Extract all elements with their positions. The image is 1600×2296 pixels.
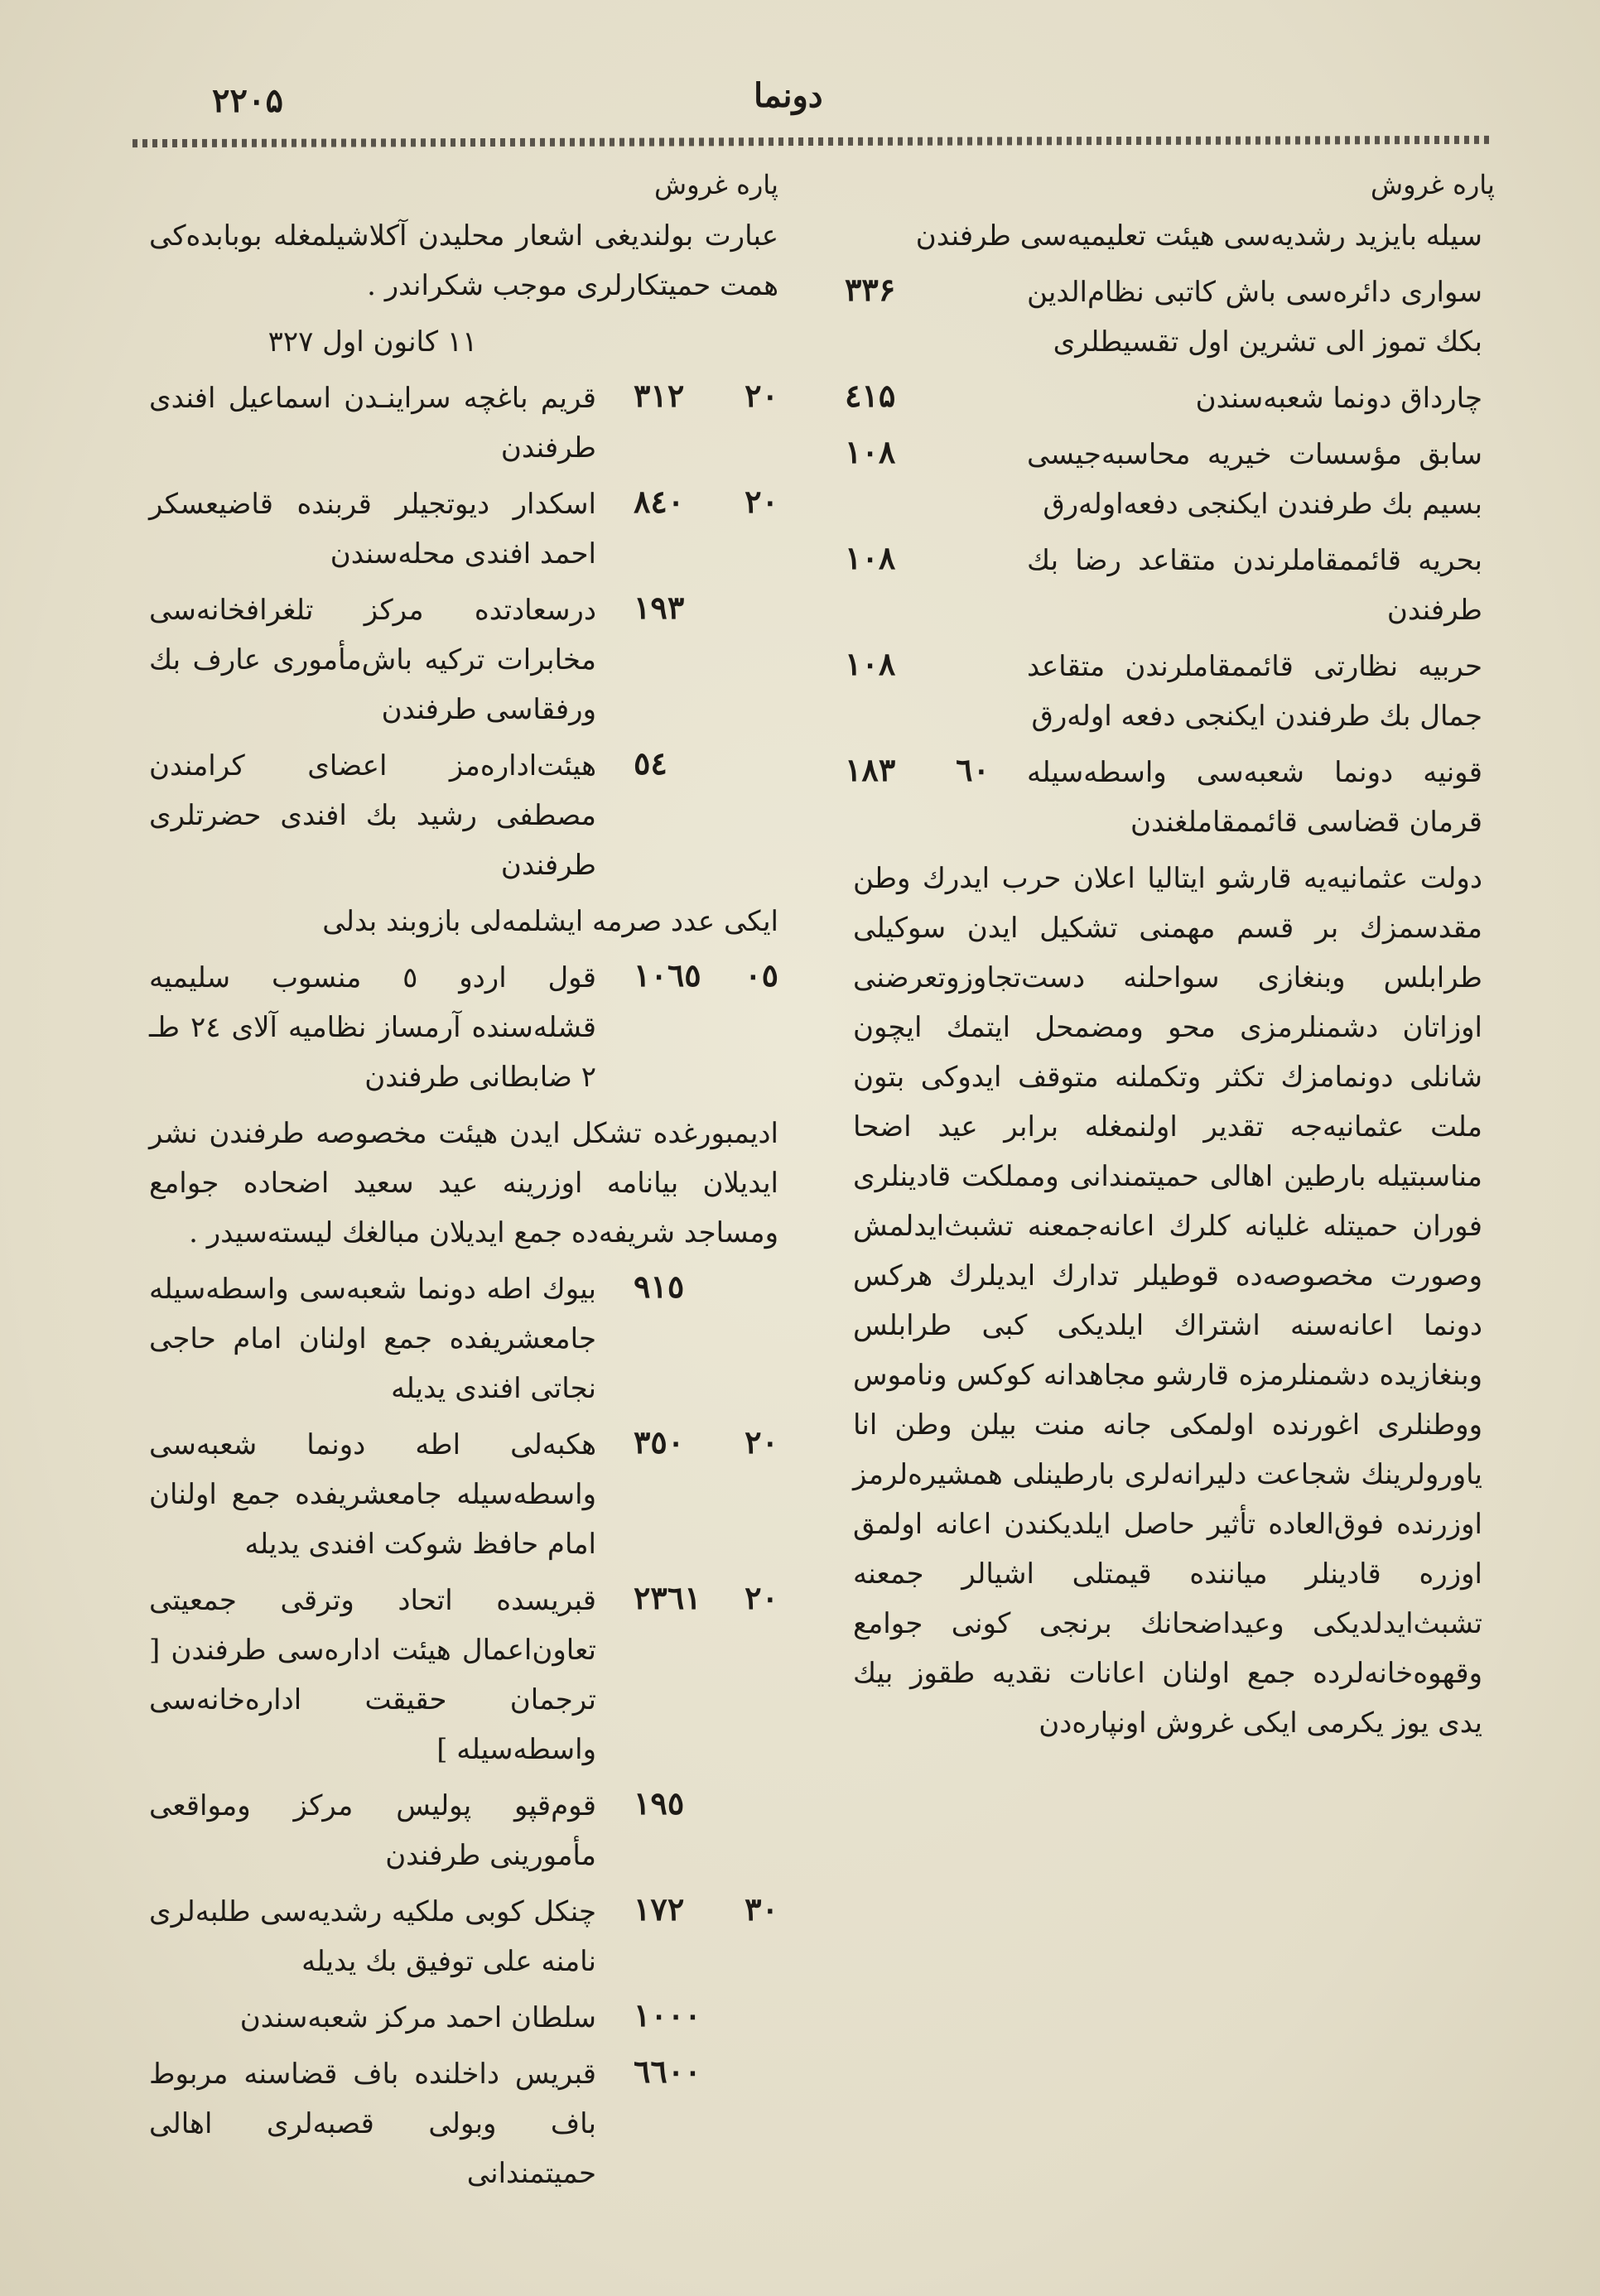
entry-text: سلطان احمد مرکز شعبه‌سندن (239, 2001, 596, 2034)
left-column-header: پاره غروش (654, 169, 778, 200)
amount-kurus: ۱۰۸ (845, 645, 896, 682)
amount-kurus: ۱۷۲ (634, 1890, 685, 1928)
amount (845, 430, 990, 478)
amount (634, 1993, 778, 2041)
amount (634, 1887, 778, 1935)
entry-text: ایکی عدد صرمه ایشلمه‌لی بازوبند بدلی (322, 905, 778, 938)
ledger-entry (149, 373, 778, 473)
amount (634, 479, 778, 527)
ledger-entry (149, 1420, 778, 1569)
amount-kurus: ۱۹٥ (634, 1784, 685, 1822)
amount (634, 373, 778, 421)
ledger-entry (845, 748, 1482, 847)
amount (845, 373, 990, 421)
amount-kurus: ۹۱٥ (634, 1268, 685, 1305)
entry-text: حربیه نظارتی قائممقاملرندن متقاعد جمال بك طرفندن ایکنجی دفعه اوله‌رق (1027, 650, 1482, 733)
entry-text: هکبه‌لی اطه دونما شعبه‌سی واسطه‌سیله جامعشریفده جمع اولنان امام حافظ شوکت افندی یدیله (149, 1428, 596, 1561)
ledger-entry (853, 854, 1482, 1748)
amount-kurus: ۱۹۳ (634, 589, 685, 626)
entry-text: سیله بایزید رشدیه‌سی هیئت تعلیمیه‌سی طرفندن (915, 219, 1482, 253)
amount-kurus: ۳۱۲ (634, 377, 685, 414)
amount-kurus: ٦٦۰۰ (634, 2053, 701, 2090)
ledger-entry (149, 479, 778, 579)
amount-kurus: ۸٤۰ (634, 483, 685, 520)
amount (634, 953, 778, 1001)
ledger-entry (845, 373, 1482, 423)
ledger-entry (845, 267, 1482, 367)
amount-kurus: ۱۰۸ (845, 433, 896, 470)
ledger-entry (149, 1993, 778, 2043)
entry-text: عبارت بولندیغی اشعار محلیدن آکلاشیلمغله بوبابده‌کی همت حمیتکارلری موجب شکراندر . (149, 219, 778, 302)
amount-para: ۲۰ (745, 1579, 778, 1616)
ledger-entry (149, 1781, 778, 1880)
entry-text: قریم باغچه سراینـدن اسماعیل افندی طرفندن (149, 382, 596, 464)
amount-kurus: ٥٤ (634, 744, 667, 782)
entry-text: چنکل کوبی ملکیه رشدیه‌سی طلبه‌لری نامنه علی توفیق بك یدیله (149, 1895, 596, 1978)
entry-text: درسعادتده مرکز تلغرافخانه‌سی مخابرات ترکیه باش‌مأموری عارف بك ورفقاسی طرفندن (149, 594, 596, 726)
entry-text: قول اردو ٥ منسوب سلیمیه قشله‌سنده آرمساز نظامیه آلای ۲٤ طـ ۲ ضابطانی طرفندن (149, 961, 596, 1094)
amount (634, 1420, 778, 1468)
ledger-entry (149, 585, 778, 734)
entry-text: قبریس داخلنده باف قضاسنه مربوط باف وبولی قصبه‌لری اهالی حمیتمندانی (149, 2058, 596, 2190)
entry-text: سواری دائره‌سی باش کاتبی نظام‌الدین بکك تموز الی تشرین اول تقسیطلری (1027, 276, 1482, 359)
entry-date: ۱۱ کانون اول ۳۲۷ (267, 325, 478, 359)
page-number: ۲۲۰۵ (212, 81, 283, 120)
amount-kurus: ۱۰٦٥ (634, 956, 701, 994)
ledger-entry (149, 1576, 778, 1774)
amount-kurus: ۳٥۰ (634, 1423, 685, 1461)
ledger-entry (149, 741, 778, 890)
left-column (149, 211, 778, 2205)
ledger-entry (845, 536, 1482, 635)
amount (845, 267, 990, 315)
entry-text: اسکدار دیوتجیلر قربنده قاضیعسکر احمد افندی محله‌سندن (149, 488, 596, 570)
amount-kurus: ۱۸۳ (845, 751, 896, 788)
amount-para: ۳۰ (745, 1890, 778, 1928)
amount-kurus: ۱۰۸ (845, 539, 896, 576)
amount-kurus: ۲۳٦۱ (634, 1579, 701, 1616)
amount (845, 642, 990, 690)
amount-kurus: ٤۱۵ (845, 377, 896, 414)
amount (845, 536, 990, 584)
amount-para: ۰٥ (745, 956, 778, 994)
entry-text: بحریه قائممقاملرندن متقاعد رضا بك طرفندن (1027, 544, 1482, 627)
entry-text: ادیمبورغده تشکل ایدن هیئت مخصوصه طرفندن نشر ایدیلان بیانامه اوزرینه عید سعید اضحاده جوامع ومساجد شریفه‌ده جمع ایدیلان مبالغك لیسته‌سیدر . (149, 1117, 778, 1249)
amount-para: ٦۰ (956, 751, 990, 788)
header-divider (133, 136, 1491, 147)
running-title: دونما (754, 76, 823, 115)
right-column (845, 211, 1482, 1754)
amount (634, 585, 778, 633)
amount (634, 1264, 778, 1312)
ledger-entry (149, 897, 778, 946)
ledger-entry (149, 1887, 778, 1986)
entry-text: هیئت‌اداره‌مز اعضای کرامندن مصطفی رشید بك افندی حضرتلری طرفندن (149, 749, 596, 882)
amount-para: ۲۰ (745, 483, 778, 520)
ledger-entry (149, 953, 778, 1102)
ledger-entry (845, 430, 1482, 529)
entry-text: دولت عثمانیه‌یه قارشو ایتالیا اعلان حرب ایدرك وطن مقدسمزك بر قسم مهمنی تشکیل ایدن سوکیلی طرابلس وبنغازی سواحلنه دست‌تجاوزوتعرضنی اوزاتان دشمنلرمزی محو ومضمحل ایتمك ایچون شانلی دونمامزك تکثر وتکملنه متوقف ایدوکی بتون ملت عثمانیه‌جه تقدیر اولنمغله برابر عید اضحا مناسبتیله بارطین اهالی حمیتمندانی ومملکت قادینلری فوران حمیتله غلیانه کلرك اعانه‌جمعنه تشبث‌ایدلمش وصورت مخصوصه‌ده قوطیلر تدارك ایدیلرك هرکس دونما اعانه‌سنه اشتراك ایلدیکی کبی طرابلس وبنغازیده دشمنلرمزه قارشو مجاهدانه کوکس وناموس ووطنلری اغورنده اولمکی جانه منت بیلن وطن انا یاورولرینك شجاعت دلیرانه‌لری بارطینلی همشیره‌لرمز اوزرنده فوق‌العاده تأثیر حاصل ایلدیکندن اعانه اولمق اوزره قادینلر میاننده قیمتلی اشیالر جمعنه تشبث‌ایدلدیکی وعیداضحانك برنجی کونی جوامع وقهوه‌خانه‌لرده جمع اولنان اعانات نقدیه طقوز بیك یدی یوز یکرمی ایکی غروش اونپاره‌دن (853, 862, 1482, 1740)
entry-text: قبریسده اتحاد وترقی جمعیتی تعاون‌اعمال هیئت اداره‌سی طرفندن [ ترجمان حقیقت اداره‌خانه‌سی واسطه‌سیله ] (149, 1584, 596, 1766)
amount-kurus: ۱۰۰۰ (634, 1996, 701, 2034)
amount-para: ۲۰ (745, 377, 778, 414)
right-column-header: پاره غروش (1371, 169, 1495, 200)
entry-text: قوم‌قپو پولیس مرکز ومواقعی مأمورینی طرفندن (149, 1789, 596, 1872)
amount (634, 1576, 778, 1624)
ledger-entry (853, 211, 1482, 261)
amount (634, 1781, 778, 1829)
ledger-entry (149, 1264, 778, 1413)
amount (845, 748, 990, 796)
ledger-entry (149, 1109, 778, 1258)
amount-para: ۲۰ (745, 1423, 778, 1461)
amount-kurus: ۳۳۶ (845, 271, 896, 308)
amount (634, 741, 778, 789)
ledger-entry (149, 211, 778, 310)
entry-text: چارداق دونما شعبه‌سندن (1195, 382, 1482, 415)
ledger-entry (845, 642, 1482, 741)
amount (634, 2049, 778, 2097)
entry-text: سابق مؤسسات خیریه محاسبه‌جیسی بسیم بك طرفندن ایکنجی دفعه‌اوله‌رق (1027, 438, 1482, 521)
ledger-entry (149, 2049, 778, 2198)
entry-text: بیوك اطه دونما شعبه‌سی واسطه‌سیله جامعشریفده جمع اولنان امام حاجی نجاتی افندی یدیله (149, 1273, 596, 1405)
ledger-entry (149, 317, 778, 367)
entry-text: قونیه دونما شعبه‌سی واسطه‌سیله قرمان قضاسی قائممقاملغندن (1027, 756, 1482, 839)
